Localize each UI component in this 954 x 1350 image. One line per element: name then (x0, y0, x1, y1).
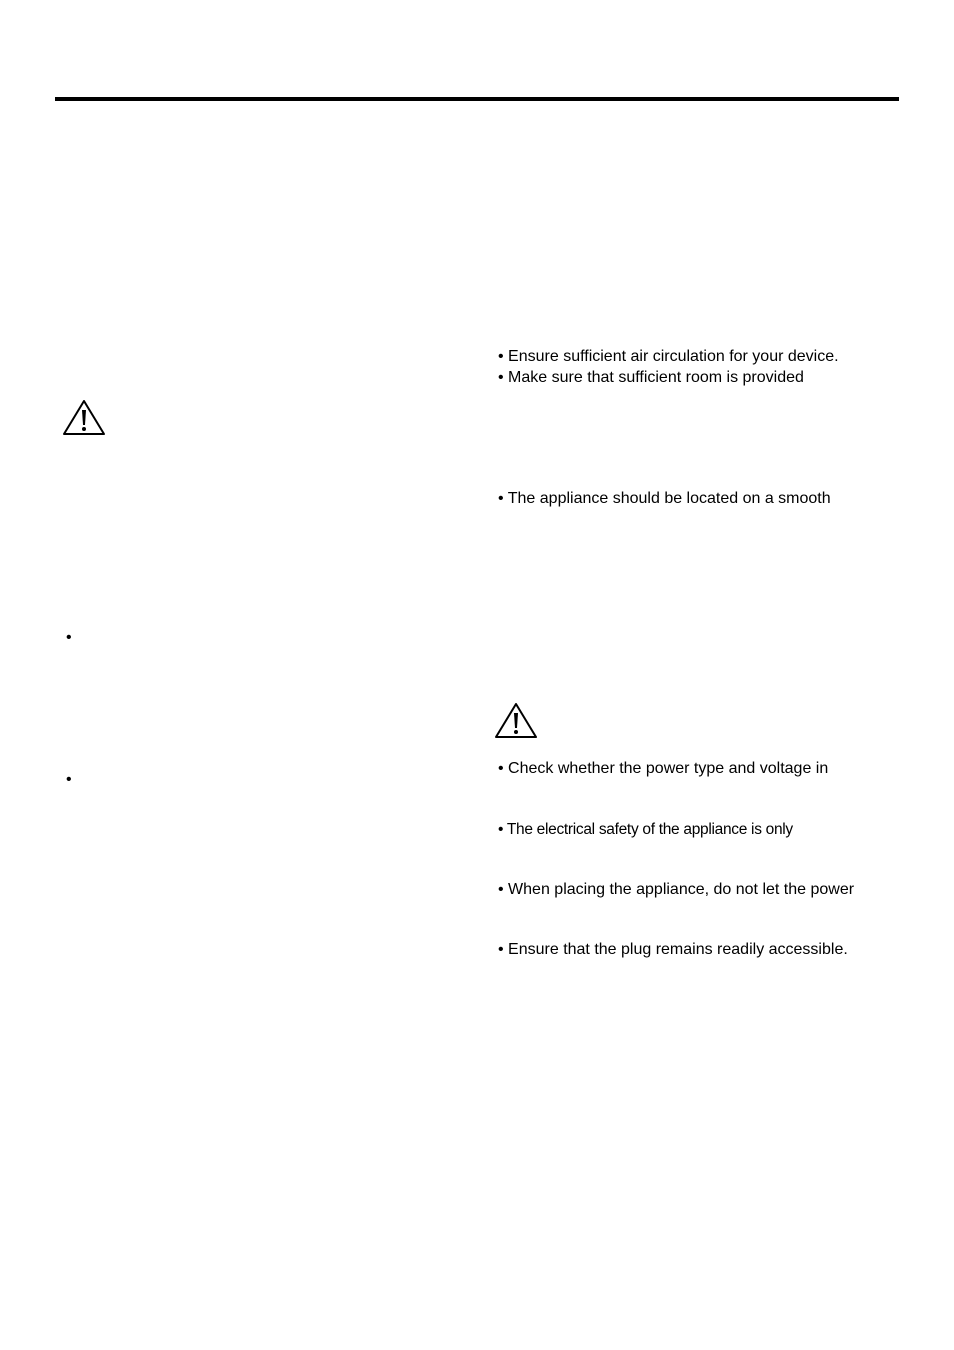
warning-triangle-icon (62, 399, 106, 437)
header-rule (55, 97, 899, 101)
warning-triangle-icon (494, 702, 538, 740)
power-cord-line: • When placing the appliance, do not let the power (498, 881, 855, 898)
left-bullet-2: • (66, 771, 72, 788)
left-bullet-1: • (66, 629, 72, 646)
power-check-line: • Check whether the power type and voltage in (498, 760, 829, 777)
plug-access-line: • Ensure that the plug remains readily accessible. (498, 941, 848, 958)
location-line-1: • The appliance should be located on a smooth (498, 490, 831, 507)
ventilation-line-2: • Make sure that sufficient room is provided (498, 369, 804, 386)
electrical-safety-line: • The electrical safety of the appliance is only (498, 821, 793, 838)
ventilation-line-1: • Ensure sufficient air circulation for your device. (498, 348, 839, 365)
